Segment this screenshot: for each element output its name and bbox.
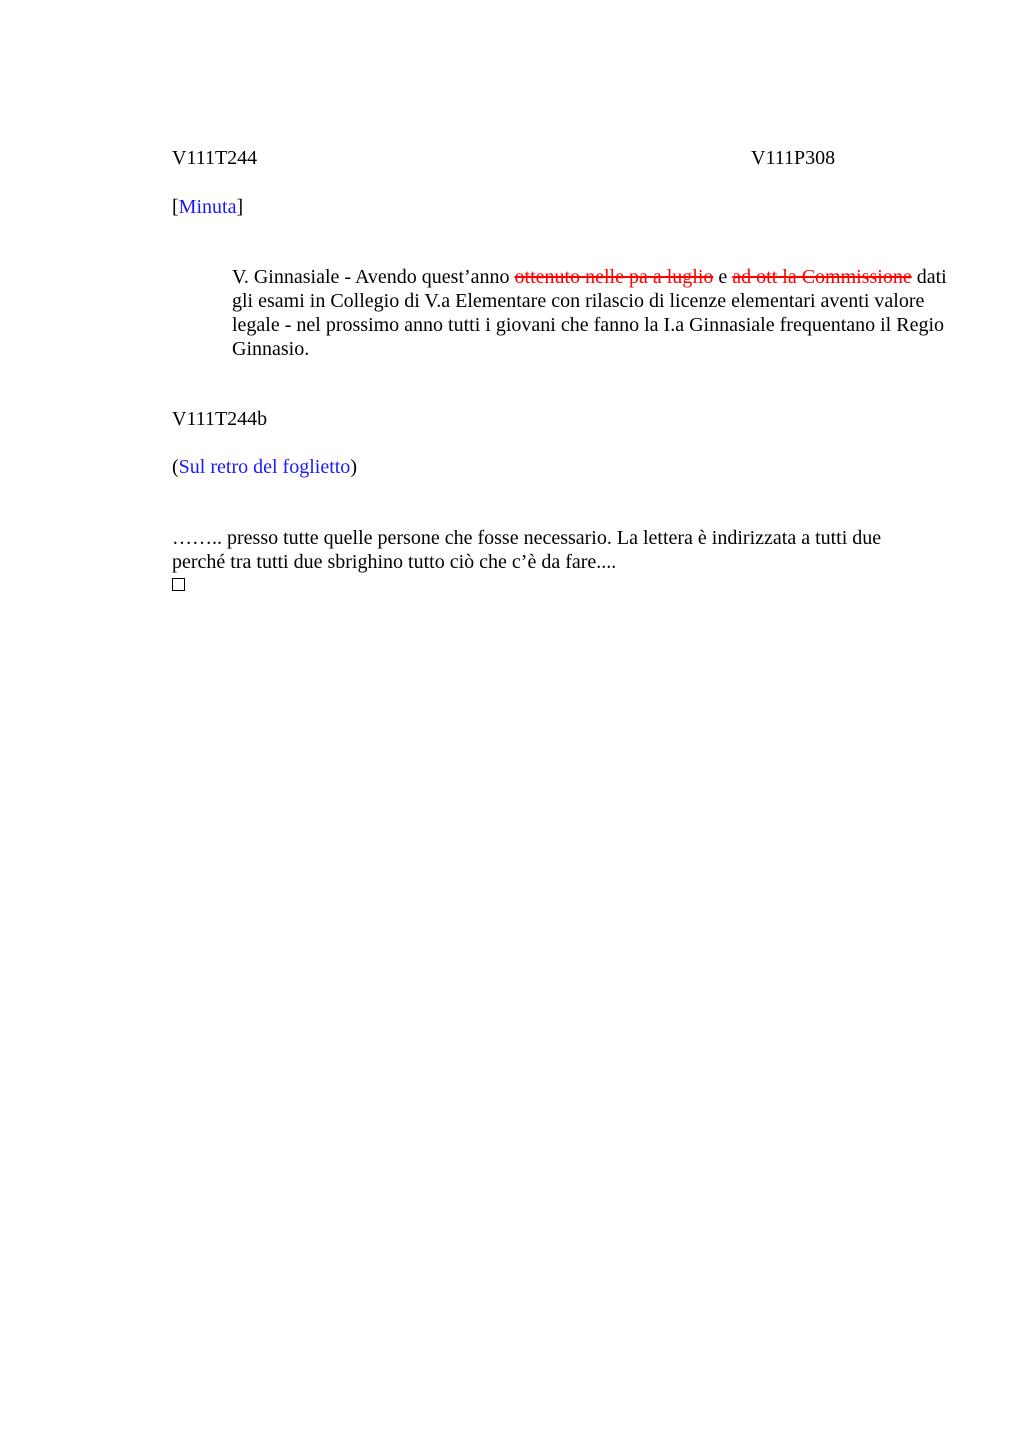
note-minuta <box>172 195 243 219</box>
text-segment: V. Ginnasiale - Avendo quest’anno <box>232 266 515 288</box>
note-retro <box>172 455 357 479</box>
note-label: Minuta <box>178 196 237 218</box>
paren-open: ( <box>172 456 179 478</box>
text-segment: e <box>713 266 733 288</box>
deleted-text: ad ott la Commissione <box>732 266 912 288</box>
paragraph-lettera: …….. presso tutte quelle persone che fosse necessario. La lettera è indirizzata a tutti due perché tra tutti due sbrighino tutto ciò che c’è da fare.... <box>172 527 882 573</box>
document-code-right: V111P308 <box>751 147 836 169</box>
section-code: V111T244b <box>172 408 268 430</box>
deleted-text: ottenuto nelle pa a luglio <box>514 266 714 288</box>
bracket-open: [ <box>172 196 179 218</box>
paragraph-ginnasiale <box>172 265 972 361</box>
empty-square-icon <box>172 578 185 591</box>
document-code-left: V111T244 <box>172 147 258 169</box>
paren-close: ) <box>350 456 357 478</box>
text-segment: dati gli esami in Collegio di V.a Elementare con rilascio di licenze elementari aventi valore legale - nel prossimo anno tutti i giovani che fanno la I.a Ginnasiale frequentano il Regio Ginnasio. <box>232 266 947 360</box>
note-label: Sul retro del foglietto <box>178 456 351 478</box>
bracket-close: ] <box>236 196 244 218</box>
